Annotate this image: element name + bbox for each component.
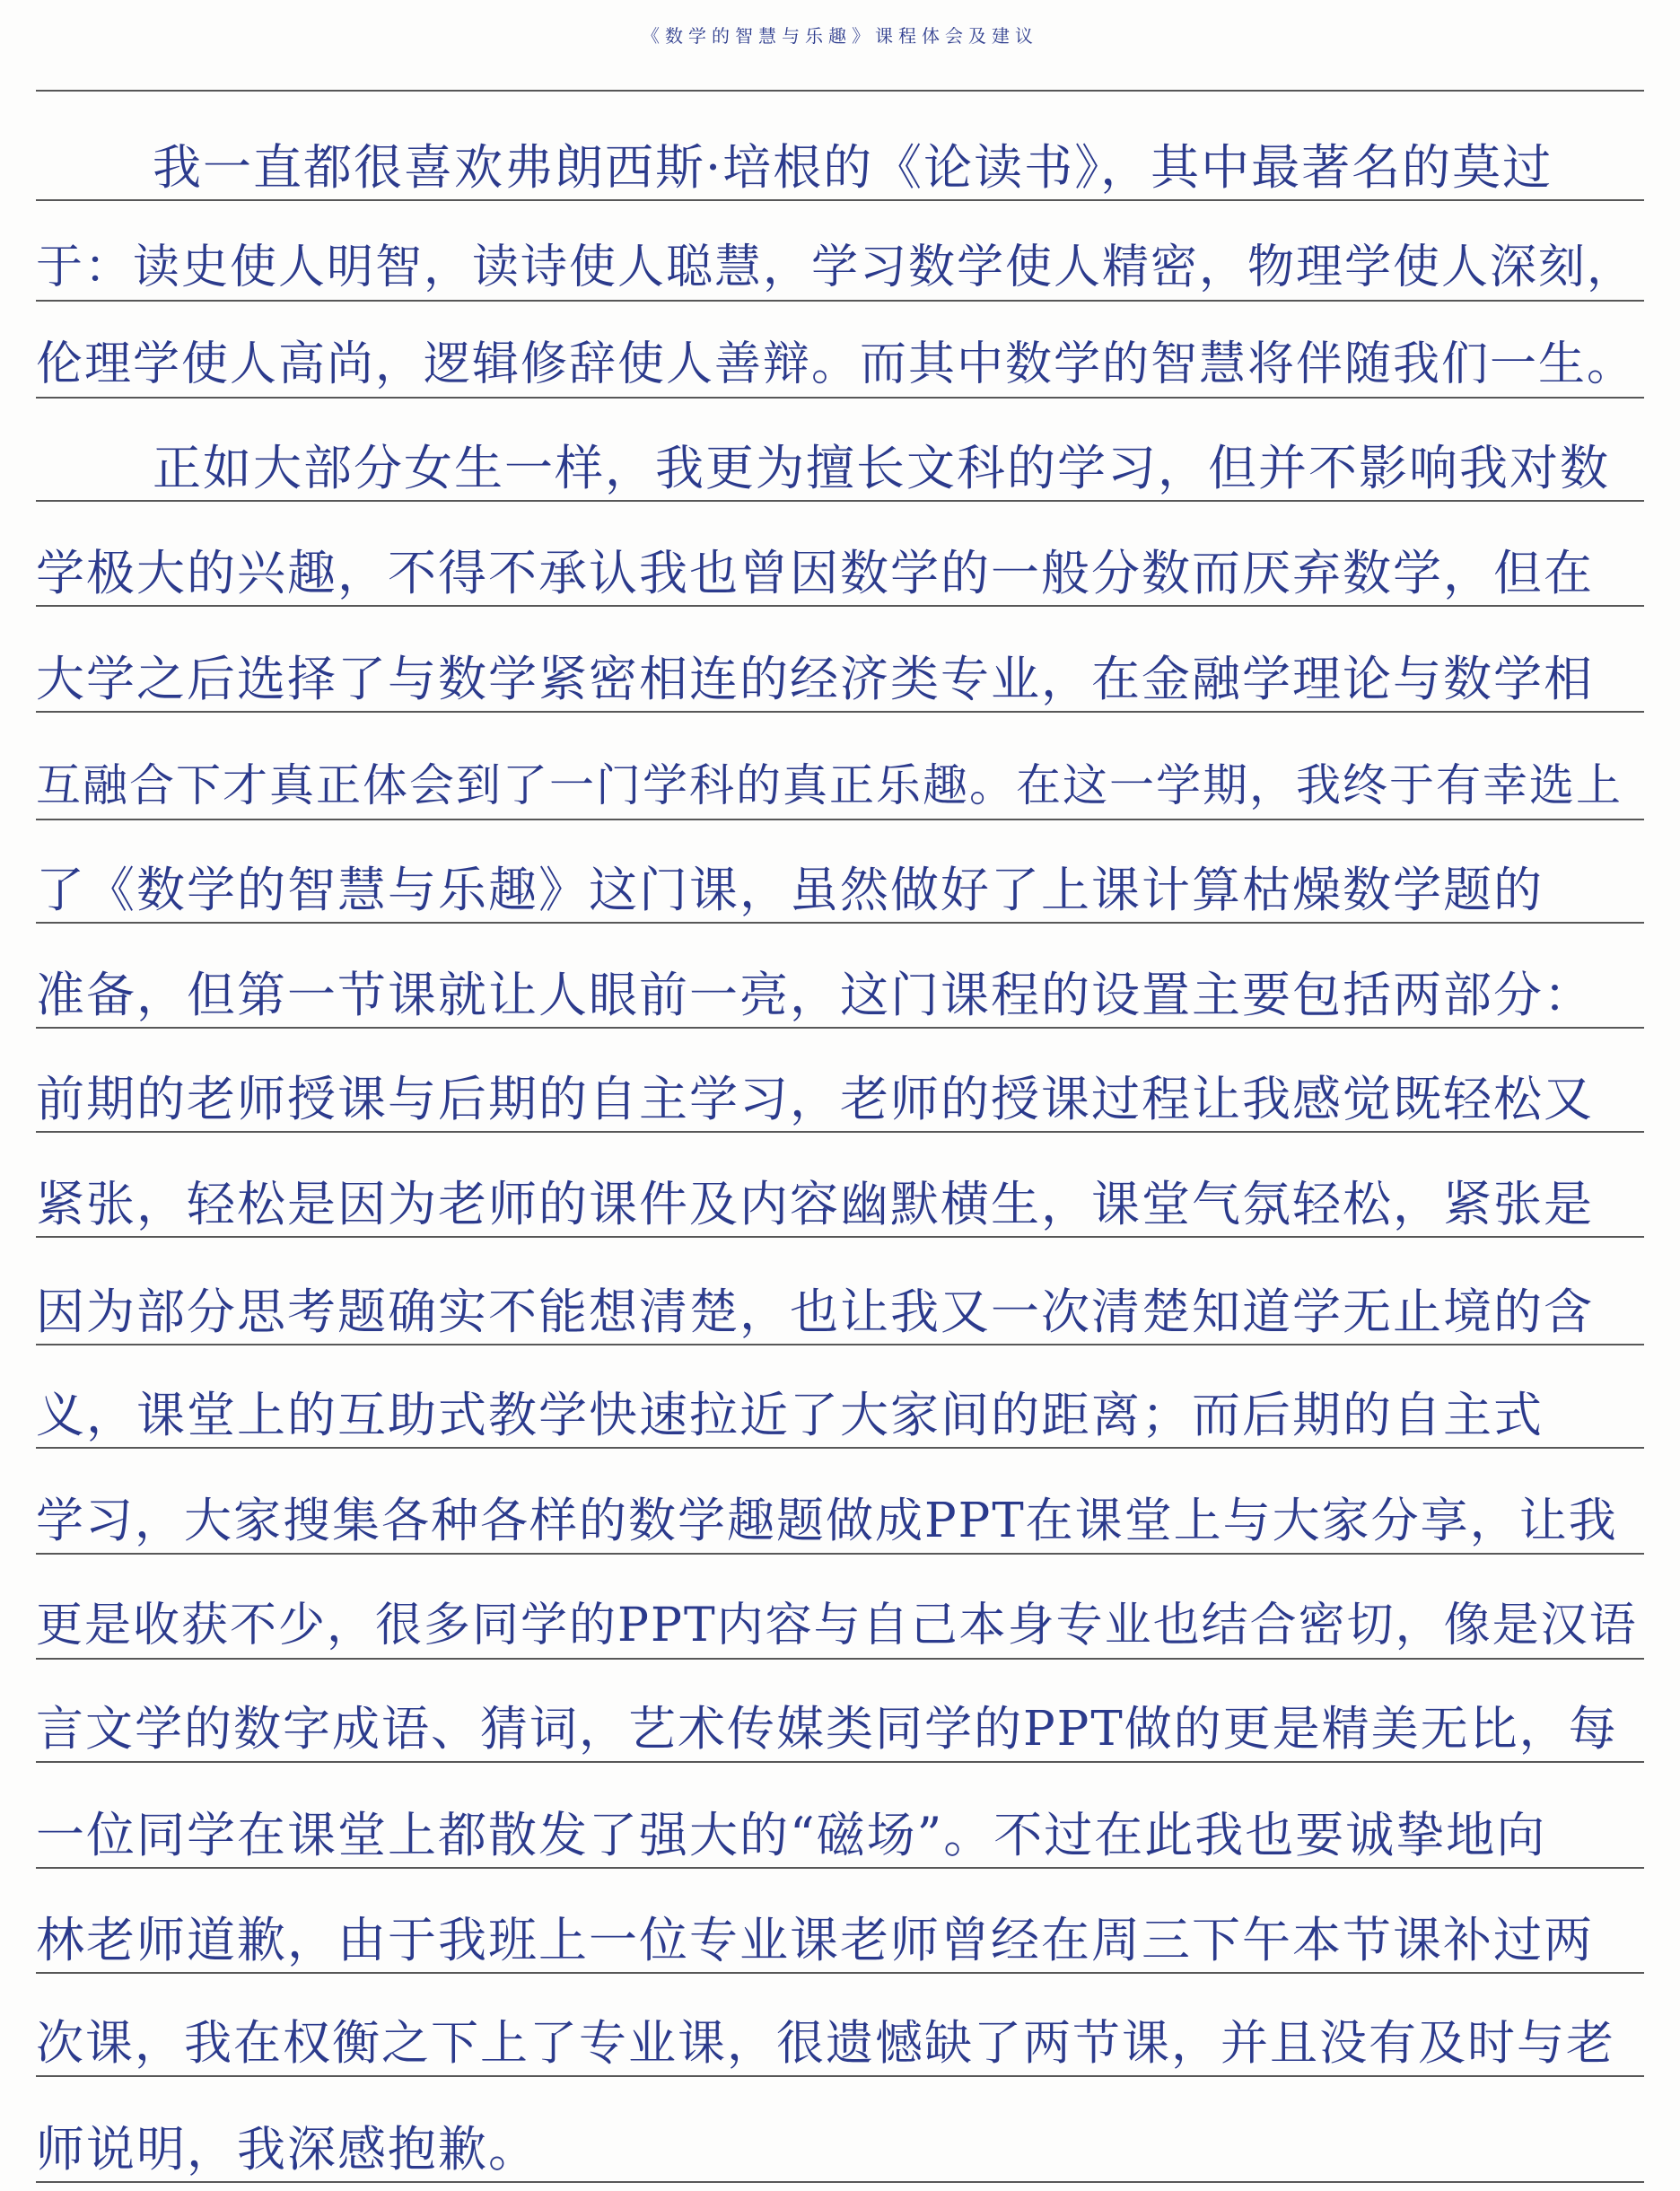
ruled-line xyxy=(36,2181,1644,2183)
text-line-18: 林老师道歉，由于我班上一位专业课老师曾经在周三下午本节课补过两 xyxy=(36,1912,1594,1968)
ruled-line xyxy=(36,500,1644,502)
text-line-9: 准备，但第一节课就让人眼前一亮，这门课程的设置主要包括两部分： xyxy=(36,967,1594,1023)
text-line-12: 因为部分思考题确实不能想清楚，也让我又一次清楚知道学无止境的含 xyxy=(36,1284,1594,1340)
ruled-line xyxy=(36,922,1644,924)
text-line-17: 一位同学在课堂上都散发了强大的“磁场”。不过在此我也要诚挚地向 xyxy=(36,1807,1547,1863)
ruled-line xyxy=(36,199,1644,201)
ruled-line xyxy=(36,1972,1644,1974)
ruled-line xyxy=(36,300,1644,302)
text-line-4: 正如大部分女生一样，我更为擅长文科的学习，但并不影响我对数 xyxy=(153,440,1610,496)
ruled-line xyxy=(36,605,1644,607)
text-line-1: 我一直都很喜欢弗朗西斯·培根的《论读书》，其中最著名的莫过 xyxy=(153,139,1553,196)
text-line-5: 学极大的兴趣，不得不承认我也曾因数学的一般分数而厌弃数学，但在 xyxy=(36,545,1594,601)
ruled-line xyxy=(36,1447,1644,1449)
text-line-11: 紧张，轻松是因为老师的课件及内容幽默横生，课堂气氛轻松，紧张是 xyxy=(36,1176,1594,1232)
text-line-20: 师说明，我深感抱歉。 xyxy=(36,2121,538,2178)
text-line-13: 义，课堂上的互助式教学快速拉近了大家间的距离；而后期的自主式 xyxy=(36,1387,1544,1443)
text-line-15: 更是收获不少，很多同学的PPT内容与自己本身专业也结合密切，像是汉语 xyxy=(36,1599,1638,1652)
ruled-line xyxy=(36,1658,1644,1660)
ruled-line xyxy=(36,90,1644,92)
ruled-line xyxy=(36,397,1644,399)
document-title: 《数学的智慧与乐趣》课程体会及建议 xyxy=(642,25,1038,47)
text-line-16: 言文学的数字成语、猜词，艺术传媒类同学的PPT做的更是精美无比，每 xyxy=(36,1702,1618,1757)
text-line-2: 于：读史使人明智，读诗使人聪慧，学习数学使人精密，物理学使人深刻， xyxy=(36,241,1636,294)
text-line-10: 前期的老师授课与后期的自主学习，老师的授课过程让我感觉既轻松又 xyxy=(36,1071,1594,1127)
text-line-8: 了《数学的智慧与乐趣》这门课，虽然做好了上课计算枯燥数学题的 xyxy=(36,862,1544,918)
ruled-line xyxy=(36,2075,1644,2077)
text-line-7: 互融合下才真正体会到了一门学科的真正乐趣。在这一学期，我终于有幸选上 xyxy=(36,759,1623,811)
ruled-line xyxy=(36,1131,1644,1133)
text-line-3: 伦理学使人高尚，逻辑修辞使人善辩。而其中数学的智慧将伴随我们一生。 xyxy=(36,337,1636,391)
ruled-line xyxy=(36,1027,1644,1029)
ruled-line xyxy=(36,1236,1644,1238)
ruled-line xyxy=(36,1761,1644,1763)
ruled-line xyxy=(36,819,1644,820)
ruled-line xyxy=(36,1553,1644,1555)
ruled-line xyxy=(36,711,1644,713)
ruled-line xyxy=(36,1867,1644,1869)
text-line-6: 大学之后选择了与数学紧密相连的经济类专业，在金融学理论与数学相 xyxy=(36,651,1594,707)
text-line-14: 学习，大家搜集各种各样的数学趣题做成PPT在课堂上与大家分享，让我 xyxy=(36,1494,1618,1548)
text-line-19: 次课，我在权衡之下上了专业课，很遗憾缺了两节课，并且没有及时与老 xyxy=(36,2016,1615,2071)
ruled-line xyxy=(36,1344,1644,1345)
